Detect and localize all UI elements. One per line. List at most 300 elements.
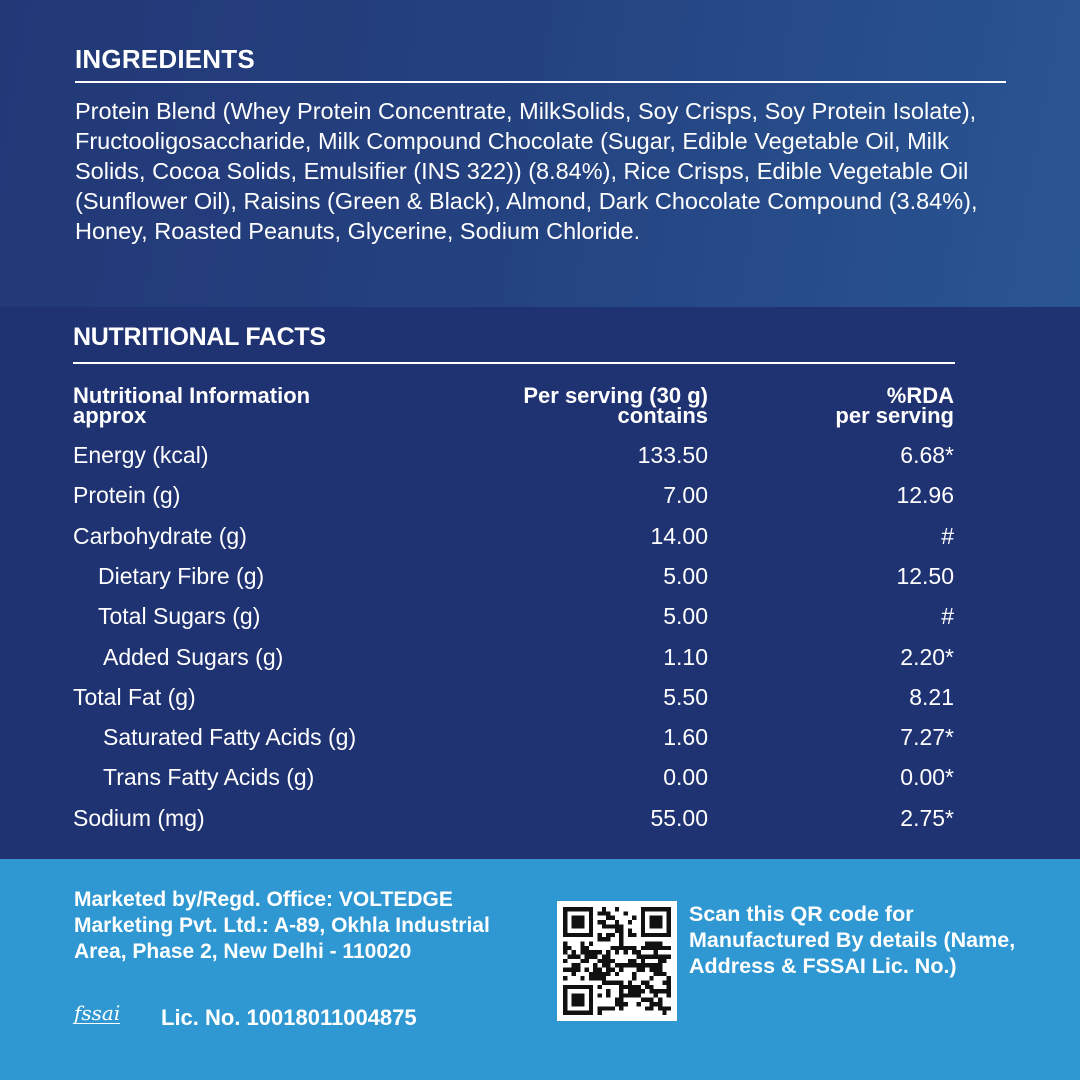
qr-module — [632, 933, 636, 937]
qr-module — [619, 929, 623, 933]
qr-module — [628, 963, 632, 967]
qr-module — [641, 929, 645, 933]
ingredients-text: Protein Blend (Whey Protein Concentrate, MilkSolids, Soy Crisps, Soy Protein Isolate), Fructooligosaccharide, Milk Compound Chocolate (Sugar, Edible Vegetable Oil, Milk Solids, Cocoa Solids, Emulsifier (INS 322)) (8.84%), Rice Crisps, Edible Vegetable Oil (Sunflower Oil), Raisins (Green & Black), Almond, Dark Chocolate Compound (3.84%), Honey, Roasted Peanuts, Glycerine, Sodium Chloride. — [75, 98, 978, 244]
qr-module — [589, 1006, 593, 1010]
qr-module — [598, 967, 602, 971]
qr-module — [585, 946, 589, 950]
nutrient-name: Dietary Fibre (g) — [98, 563, 265, 589]
qr-module — [632, 946, 636, 950]
qr-module — [641, 967, 645, 971]
qr-module — [623, 985, 627, 989]
qr-module — [645, 933, 649, 937]
footer-section — [0, 859, 1080, 1080]
qr-module — [628, 985, 632, 989]
qr-module — [611, 924, 615, 928]
qr-module — [662, 933, 666, 937]
qr-module — [615, 1002, 619, 1006]
qr-module — [623, 1002, 627, 1006]
qr-module — [641, 955, 645, 959]
qr-module — [619, 993, 623, 997]
qr-module — [662, 946, 666, 950]
qr-module — [632, 963, 636, 967]
qr-module — [563, 916, 567, 920]
qr-module — [619, 998, 623, 1002]
qr-module — [667, 993, 671, 997]
qr-module — [667, 980, 671, 984]
qr-module — [580, 1011, 584, 1015]
qr-module — [619, 942, 623, 946]
table-row — [0, 644, 1080, 684]
qr-module — [572, 1011, 576, 1015]
qr-module — [649, 967, 653, 971]
qr-module — [589, 924, 593, 928]
qr-module — [619, 1006, 623, 1010]
qr-code-icon[interactable] — [557, 901, 677, 1021]
qr-module — [589, 1011, 593, 1015]
qr-module — [662, 907, 666, 911]
qr-module — [585, 955, 589, 959]
qr-module — [580, 946, 584, 950]
qr-module — [576, 933, 580, 937]
qr-module — [641, 989, 645, 993]
qr-module — [606, 993, 610, 997]
qr-module — [576, 955, 580, 959]
qr-module — [589, 989, 593, 993]
qr-module — [606, 950, 610, 954]
qr-module — [589, 998, 593, 1002]
qr-module — [563, 950, 567, 954]
qr-module — [641, 959, 645, 963]
qr-module — [641, 907, 645, 911]
column-header-name — [73, 383, 433, 428]
qr-module — [619, 967, 623, 971]
column-header-rda-line1: %RDA — [886, 383, 954, 408]
qr-module — [615, 950, 619, 954]
qr-module — [593, 963, 597, 967]
qr-module — [667, 924, 671, 928]
qr-module — [602, 963, 606, 967]
qr-module — [598, 920, 602, 924]
table-row — [0, 523, 1080, 563]
qr-module — [649, 933, 653, 937]
qr-module — [615, 998, 619, 1002]
qr-module — [654, 920, 658, 924]
ingredients-heading: INGREDIENTS — [75, 44, 255, 74]
qr-module — [563, 976, 567, 980]
nutrient-name: Total Fat (g) — [73, 684, 196, 710]
nutrient-value: 0.00 — [663, 764, 708, 790]
nutrient-name: Carbohydrate (g) — [73, 523, 247, 549]
qr-module — [632, 985, 636, 989]
qr-module — [563, 929, 567, 933]
qr-module — [628, 946, 632, 950]
nutrient-name: Energy (kcal) — [73, 442, 209, 468]
table-row — [0, 482, 1080, 522]
qr-module — [563, 920, 567, 924]
nutrient-value: 5.50 — [663, 684, 708, 710]
qr-module — [636, 989, 640, 993]
qr-module — [641, 933, 645, 937]
qr-module — [649, 1002, 653, 1006]
qr-module — [563, 1011, 567, 1015]
qr-module — [563, 911, 567, 915]
qr-module — [602, 980, 606, 984]
qr-module — [576, 907, 580, 911]
qr-module — [658, 946, 662, 950]
qr-module — [593, 967, 597, 971]
qr-module — [645, 980, 649, 984]
marketed-by-address: Marketed by/Regd. Office: VOLTEDGE Marketing Pvt. Ltd.: A-89, Okhla Industrial Area, Phase 2, New Delhi - 110020 — [74, 888, 490, 963]
column-header-rda — [720, 383, 954, 428]
qr-module — [576, 1002, 580, 1006]
qr-module — [589, 950, 593, 954]
qr-module — [602, 1006, 606, 1010]
nutrition-divider — [73, 362, 955, 364]
qr-module — [589, 920, 593, 924]
qr-module — [632, 976, 636, 980]
qr-module — [641, 998, 645, 1002]
qr-module — [667, 907, 671, 911]
qr-module — [649, 989, 653, 993]
qr-module — [615, 920, 619, 924]
qr-module — [615, 963, 619, 967]
qr-module — [662, 989, 666, 993]
qr-module — [606, 989, 610, 993]
qr-module — [572, 985, 576, 989]
nutrient-rda: 7.27* — [900, 724, 954, 750]
qr-module — [662, 959, 666, 963]
qr-module — [628, 920, 632, 924]
qr-module — [654, 924, 658, 928]
qr-module — [563, 907, 567, 911]
qr-module — [563, 985, 567, 989]
column-header-per-serving-line1: Per serving (30 g) — [523, 383, 708, 408]
qr-module — [615, 929, 619, 933]
qr-module — [576, 920, 580, 924]
qr-module — [658, 920, 662, 924]
qr-module — [615, 980, 619, 984]
qr-module — [589, 955, 593, 959]
qr-module — [580, 998, 584, 1002]
qr-module — [572, 907, 576, 911]
qr-module — [593, 972, 597, 976]
qr-module — [598, 937, 602, 941]
nutrient-value: 14.00 — [650, 523, 708, 549]
nutrient-name: Total Sugars (g) — [98, 603, 261, 629]
qr-module — [667, 985, 671, 989]
qr-module — [658, 907, 662, 911]
qr-module — [606, 959, 610, 963]
qr-module — [667, 976, 671, 980]
qr-module — [658, 963, 662, 967]
qr-module — [572, 933, 576, 937]
qr-module — [619, 989, 623, 993]
qr-module — [572, 998, 576, 1002]
qr-module — [636, 985, 640, 989]
nutrient-name: Sodium (mg) — [73, 805, 205, 831]
qr-module — [641, 911, 645, 915]
qr-module — [636, 963, 640, 967]
qr-module — [567, 985, 571, 989]
qr-module — [585, 1011, 589, 1015]
qr-module — [598, 1006, 602, 1010]
qr-module — [580, 1002, 584, 1006]
qr-module — [602, 907, 606, 911]
nutrient-value: 5.00 — [663, 603, 708, 629]
qr-module — [598, 985, 602, 989]
qr-module — [602, 955, 606, 959]
qr-module — [563, 989, 567, 993]
qr-module — [649, 920, 653, 924]
qr-module — [585, 967, 589, 971]
qr-module — [645, 1006, 649, 1010]
qr-module — [580, 920, 584, 924]
qr-module — [598, 950, 602, 954]
qr-module — [658, 972, 662, 976]
table-row — [0, 805, 1080, 845]
nutrition-heading: NUTRITIONAL FACTS — [73, 323, 326, 351]
qr-module — [645, 955, 649, 959]
qr-module — [580, 976, 584, 980]
qr-module — [611, 933, 615, 937]
nutrition-section — [0, 307, 1080, 859]
qr-module — [589, 916, 593, 920]
qr-module — [602, 911, 606, 915]
qr-module — [649, 1006, 653, 1010]
qr-module — [593, 976, 597, 980]
qr-module — [641, 980, 645, 984]
qr-module — [649, 907, 653, 911]
qr-module — [580, 950, 584, 954]
qr-module — [667, 920, 671, 924]
qr-module — [636, 950, 640, 954]
qr-module — [580, 916, 584, 920]
qr-module — [602, 920, 606, 924]
qr-module — [589, 911, 593, 915]
nutrient-rda: 8.21 — [909, 684, 954, 710]
qr-module — [654, 963, 658, 967]
qr-module — [611, 916, 615, 920]
qr-module — [567, 946, 571, 950]
qr-module — [589, 933, 593, 937]
qr-module — [654, 989, 658, 993]
table-row — [0, 764, 1080, 804]
qr-module — [580, 942, 584, 946]
qr-module — [606, 963, 610, 967]
qr-module — [654, 967, 658, 971]
qr-module — [654, 955, 658, 959]
qr-module — [641, 920, 645, 924]
qr-module — [654, 933, 658, 937]
qr-module — [580, 924, 584, 928]
qr-module — [598, 911, 602, 915]
qr-module — [667, 955, 671, 959]
qr-module — [658, 942, 662, 946]
qr-module — [658, 998, 662, 1002]
nutrient-rda: 2.75* — [900, 805, 954, 831]
qr-module — [615, 972, 619, 976]
qr-module — [598, 976, 602, 980]
qr-module — [649, 963, 653, 967]
qr-module — [645, 907, 649, 911]
qr-module — [649, 998, 653, 1002]
license-number: Lic. No. 10018011004875 — [161, 1005, 417, 1030]
nutrient-rda: 6.68* — [900, 442, 954, 468]
qr-module — [589, 907, 593, 911]
qr-module — [649, 946, 653, 950]
table-row — [0, 684, 1080, 724]
qr-module — [572, 920, 576, 924]
qr-module — [580, 993, 584, 997]
qr-module — [572, 1002, 576, 1006]
qr-module — [576, 993, 580, 997]
qr-module — [589, 972, 593, 976]
table-row — [0, 603, 1080, 643]
qr-module — [628, 929, 632, 933]
qr-module — [623, 946, 627, 950]
qr-module — [667, 933, 671, 937]
qr-module — [619, 946, 623, 950]
qr-module — [649, 985, 653, 989]
qr-module — [606, 972, 610, 976]
qr-module — [589, 1002, 593, 1006]
qr-module — [572, 972, 576, 976]
qr-module — [619, 933, 623, 937]
qr-module — [654, 1002, 658, 1006]
qr-module — [649, 924, 653, 928]
qr-module — [572, 955, 576, 959]
qr-module — [667, 911, 671, 915]
qr-module — [567, 955, 571, 959]
qr-module — [563, 942, 567, 946]
qr-module — [632, 959, 636, 963]
nutrient-rda: 12.50 — [896, 563, 954, 589]
qr-module — [563, 946, 567, 950]
qr-module — [654, 916, 658, 920]
qr-module — [658, 959, 662, 963]
qr-module — [658, 933, 662, 937]
qr-module — [641, 916, 645, 920]
nutrient-value: 5.00 — [663, 563, 708, 589]
nutrient-rda: # — [941, 523, 954, 549]
qr-module — [632, 972, 636, 976]
column-header-name-line1: Nutritional Information — [73, 383, 311, 408]
qr-instructions: Scan this QR code for Manufactured By details (Name, Address & FSSAI Lic. No.) — [689, 902, 1016, 978]
qr-module — [576, 963, 580, 967]
qr-module — [563, 993, 567, 997]
qr-module — [598, 959, 602, 963]
qr-module — [623, 993, 627, 997]
qr-module — [636, 1002, 640, 1006]
qr-module — [619, 963, 623, 967]
qr-module — [580, 933, 584, 937]
nutrient-value: 1.60 — [663, 724, 708, 750]
table-row — [0, 563, 1080, 603]
column-header-per-serving-line2: contains — [617, 403, 708, 428]
qr-module — [576, 916, 580, 920]
qr-module — [649, 955, 653, 959]
table-row — [0, 442, 1080, 482]
qr-module — [628, 959, 632, 963]
nutrient-value: 55.00 — [650, 805, 708, 831]
qr-module — [628, 933, 632, 937]
qr-module — [615, 907, 619, 911]
qr-module — [576, 924, 580, 928]
qr-module — [572, 963, 576, 967]
qr-module — [654, 907, 658, 911]
qr-module — [615, 924, 619, 928]
qr-module — [602, 959, 606, 963]
qr-module — [654, 993, 658, 997]
qr-module — [623, 963, 627, 967]
qr-module — [602, 937, 606, 941]
qr-module — [632, 950, 636, 954]
qr-module — [667, 929, 671, 933]
qr-module — [572, 924, 576, 928]
qr-module — [563, 1002, 567, 1006]
qr-module — [580, 959, 584, 963]
qr-module — [623, 950, 627, 954]
qr-module — [589, 985, 593, 989]
qr-module — [619, 937, 623, 941]
qr-module — [576, 967, 580, 971]
qr-module — [658, 1002, 662, 1006]
qr-module — [606, 980, 610, 984]
qr-module — [658, 1006, 662, 1010]
qr-module — [658, 924, 662, 928]
qr-module — [649, 942, 653, 946]
qr-module — [628, 989, 632, 993]
qr-module — [667, 946, 671, 950]
qr-module — [589, 942, 593, 946]
qr-module — [662, 972, 666, 976]
qr-module — [580, 907, 584, 911]
qr-module — [572, 967, 576, 971]
qr-module — [602, 924, 606, 928]
qr-module — [619, 985, 623, 989]
qr-module — [606, 916, 610, 920]
qr-module — [611, 1006, 615, 1010]
qr-module — [593, 950, 597, 954]
qr-module — [632, 989, 636, 993]
qr-module — [611, 967, 615, 971]
qr-module — [572, 993, 576, 997]
qr-module — [619, 924, 623, 928]
nutrient-rda: 2.20* — [900, 644, 954, 670]
qr-module — [585, 985, 589, 989]
qr-module — [606, 911, 610, 915]
qr-module — [567, 933, 571, 937]
qr-module — [606, 933, 610, 937]
qr-module — [636, 967, 640, 971]
qr-module — [628, 980, 632, 984]
qr-module — [606, 955, 610, 959]
qr-module — [667, 1006, 671, 1010]
qr-module — [615, 946, 619, 950]
qr-module — [623, 911, 627, 915]
qr-module — [662, 955, 666, 959]
qr-module — [636, 993, 640, 997]
qr-module — [649, 916, 653, 920]
qr-module — [658, 955, 662, 959]
column-header-rda-line2: per serving — [835, 403, 954, 428]
qr-module — [628, 993, 632, 997]
qr-module — [589, 929, 593, 933]
qr-module — [654, 950, 658, 954]
qr-module — [662, 1011, 666, 1015]
qr-module — [598, 933, 602, 937]
qr-module — [611, 959, 615, 963]
